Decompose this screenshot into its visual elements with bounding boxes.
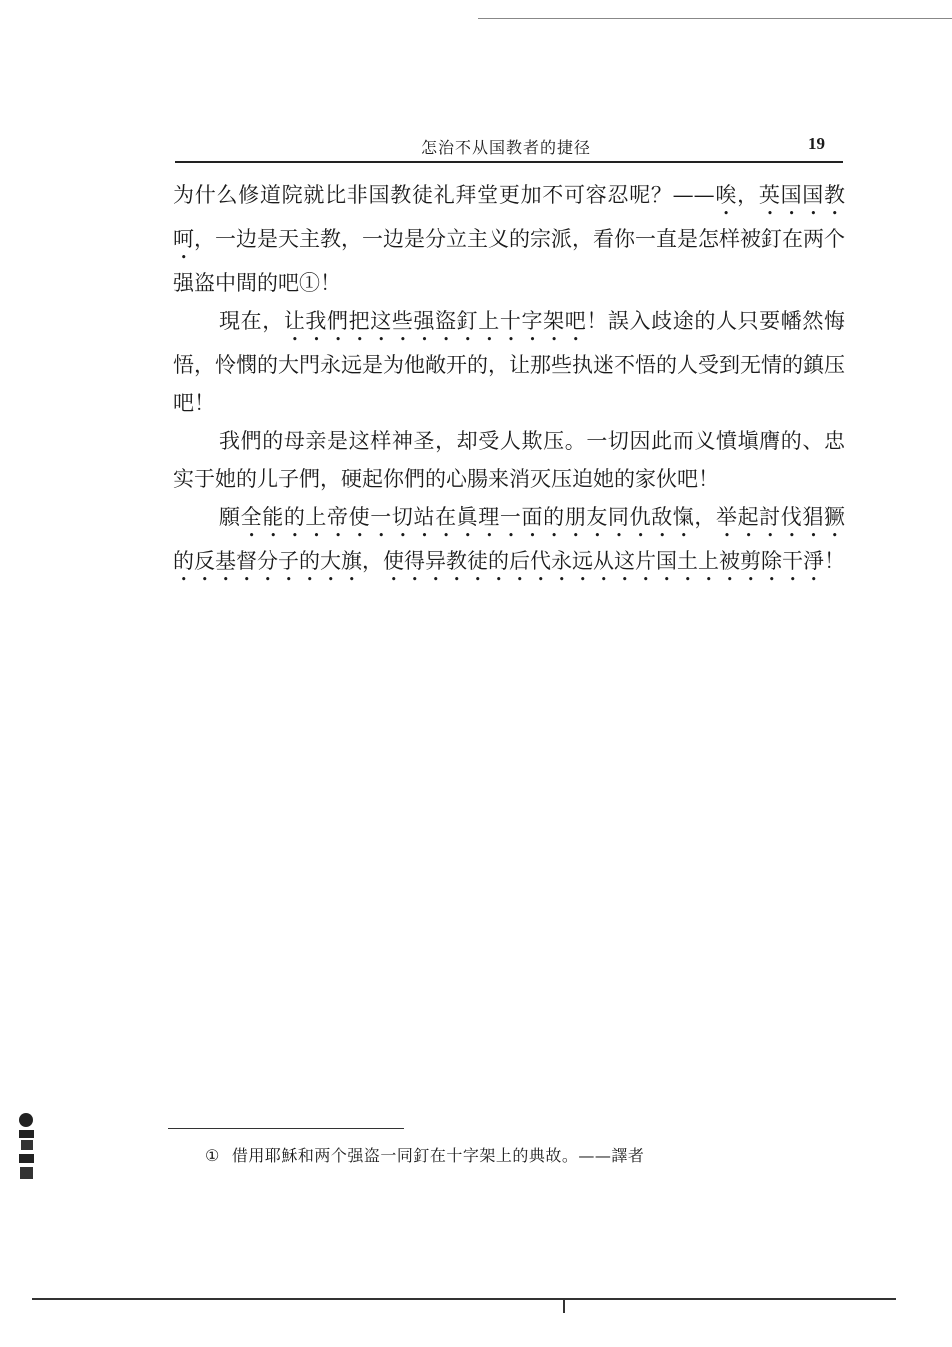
bottom-tick (563, 1299, 565, 1313)
text-run: 願 (219, 505, 241, 529)
paragraph (173, 176, 845, 302)
text-run: ！ (824, 549, 845, 573)
paragraph (173, 498, 845, 586)
footnote (205, 1143, 644, 1166)
text-run: 我們的母亲是这样神圣，却受人欺压。一切因此而义憤塡膺的、忠实于她的儿子們，硬起你們的心腸来消灭压迫她的家伙吧！ (173, 429, 845, 491)
text-run: ， (694, 505, 716, 529)
emphasized-text: 举起討伐猖獗的反基督分子的大旗 (173, 505, 846, 573)
emphasized-text: 使得异教徒的后代永远从这片国土上被剪除干淨 (383, 549, 824, 573)
emphasized-text: 唉 (714, 183, 738, 207)
text-run: ， (362, 549, 383, 573)
text-run: ！誤入歧途的人只要幡然悔悟，怜憫的大門永远是为他敞开的，让那些执迷不悟的人受到无情的鎮压吧！ (173, 309, 846, 415)
footnote-rule (168, 1128, 404, 1129)
paragraph (173, 302, 845, 422)
text-run: 現在， (219, 309, 284, 333)
bottom-edge-rule (32, 1298, 896, 1300)
emphasized-text: 全能的上帝使一切站在眞理一面的朋友同仇敌愾 (240, 505, 695, 529)
footnote-mark: ① (205, 1146, 220, 1165)
top-edge-rule (478, 18, 952, 19)
library-stamp-icon (16, 1112, 38, 1184)
text-run: ，一边是天主教，一边是分立主义的宗派，看你一直是怎样被釘在两个强盗中間的吧①！ (173, 227, 845, 295)
footnote-text: 借用耶穌和两个强盗一同釘在十字架上的典故。——譯者 (231, 1146, 645, 1165)
body-text (173, 176, 845, 586)
page-number: 19 (808, 134, 825, 153)
header-rule (175, 161, 843, 163)
emphasized-text: 英国国教呵 (173, 183, 846, 251)
text-run: ， (737, 183, 759, 207)
emphasized-text: 让我們把这些强盜釘上十字架吧 (283, 309, 587, 333)
text-run: 为什么修道院就比非国教徒礼拜堂更加不可容忍呢？—— (173, 183, 715, 207)
running-head (175, 135, 843, 163)
running-title: 怎治不从国教者的捷径 (421, 138, 592, 157)
paragraph (173, 422, 845, 498)
